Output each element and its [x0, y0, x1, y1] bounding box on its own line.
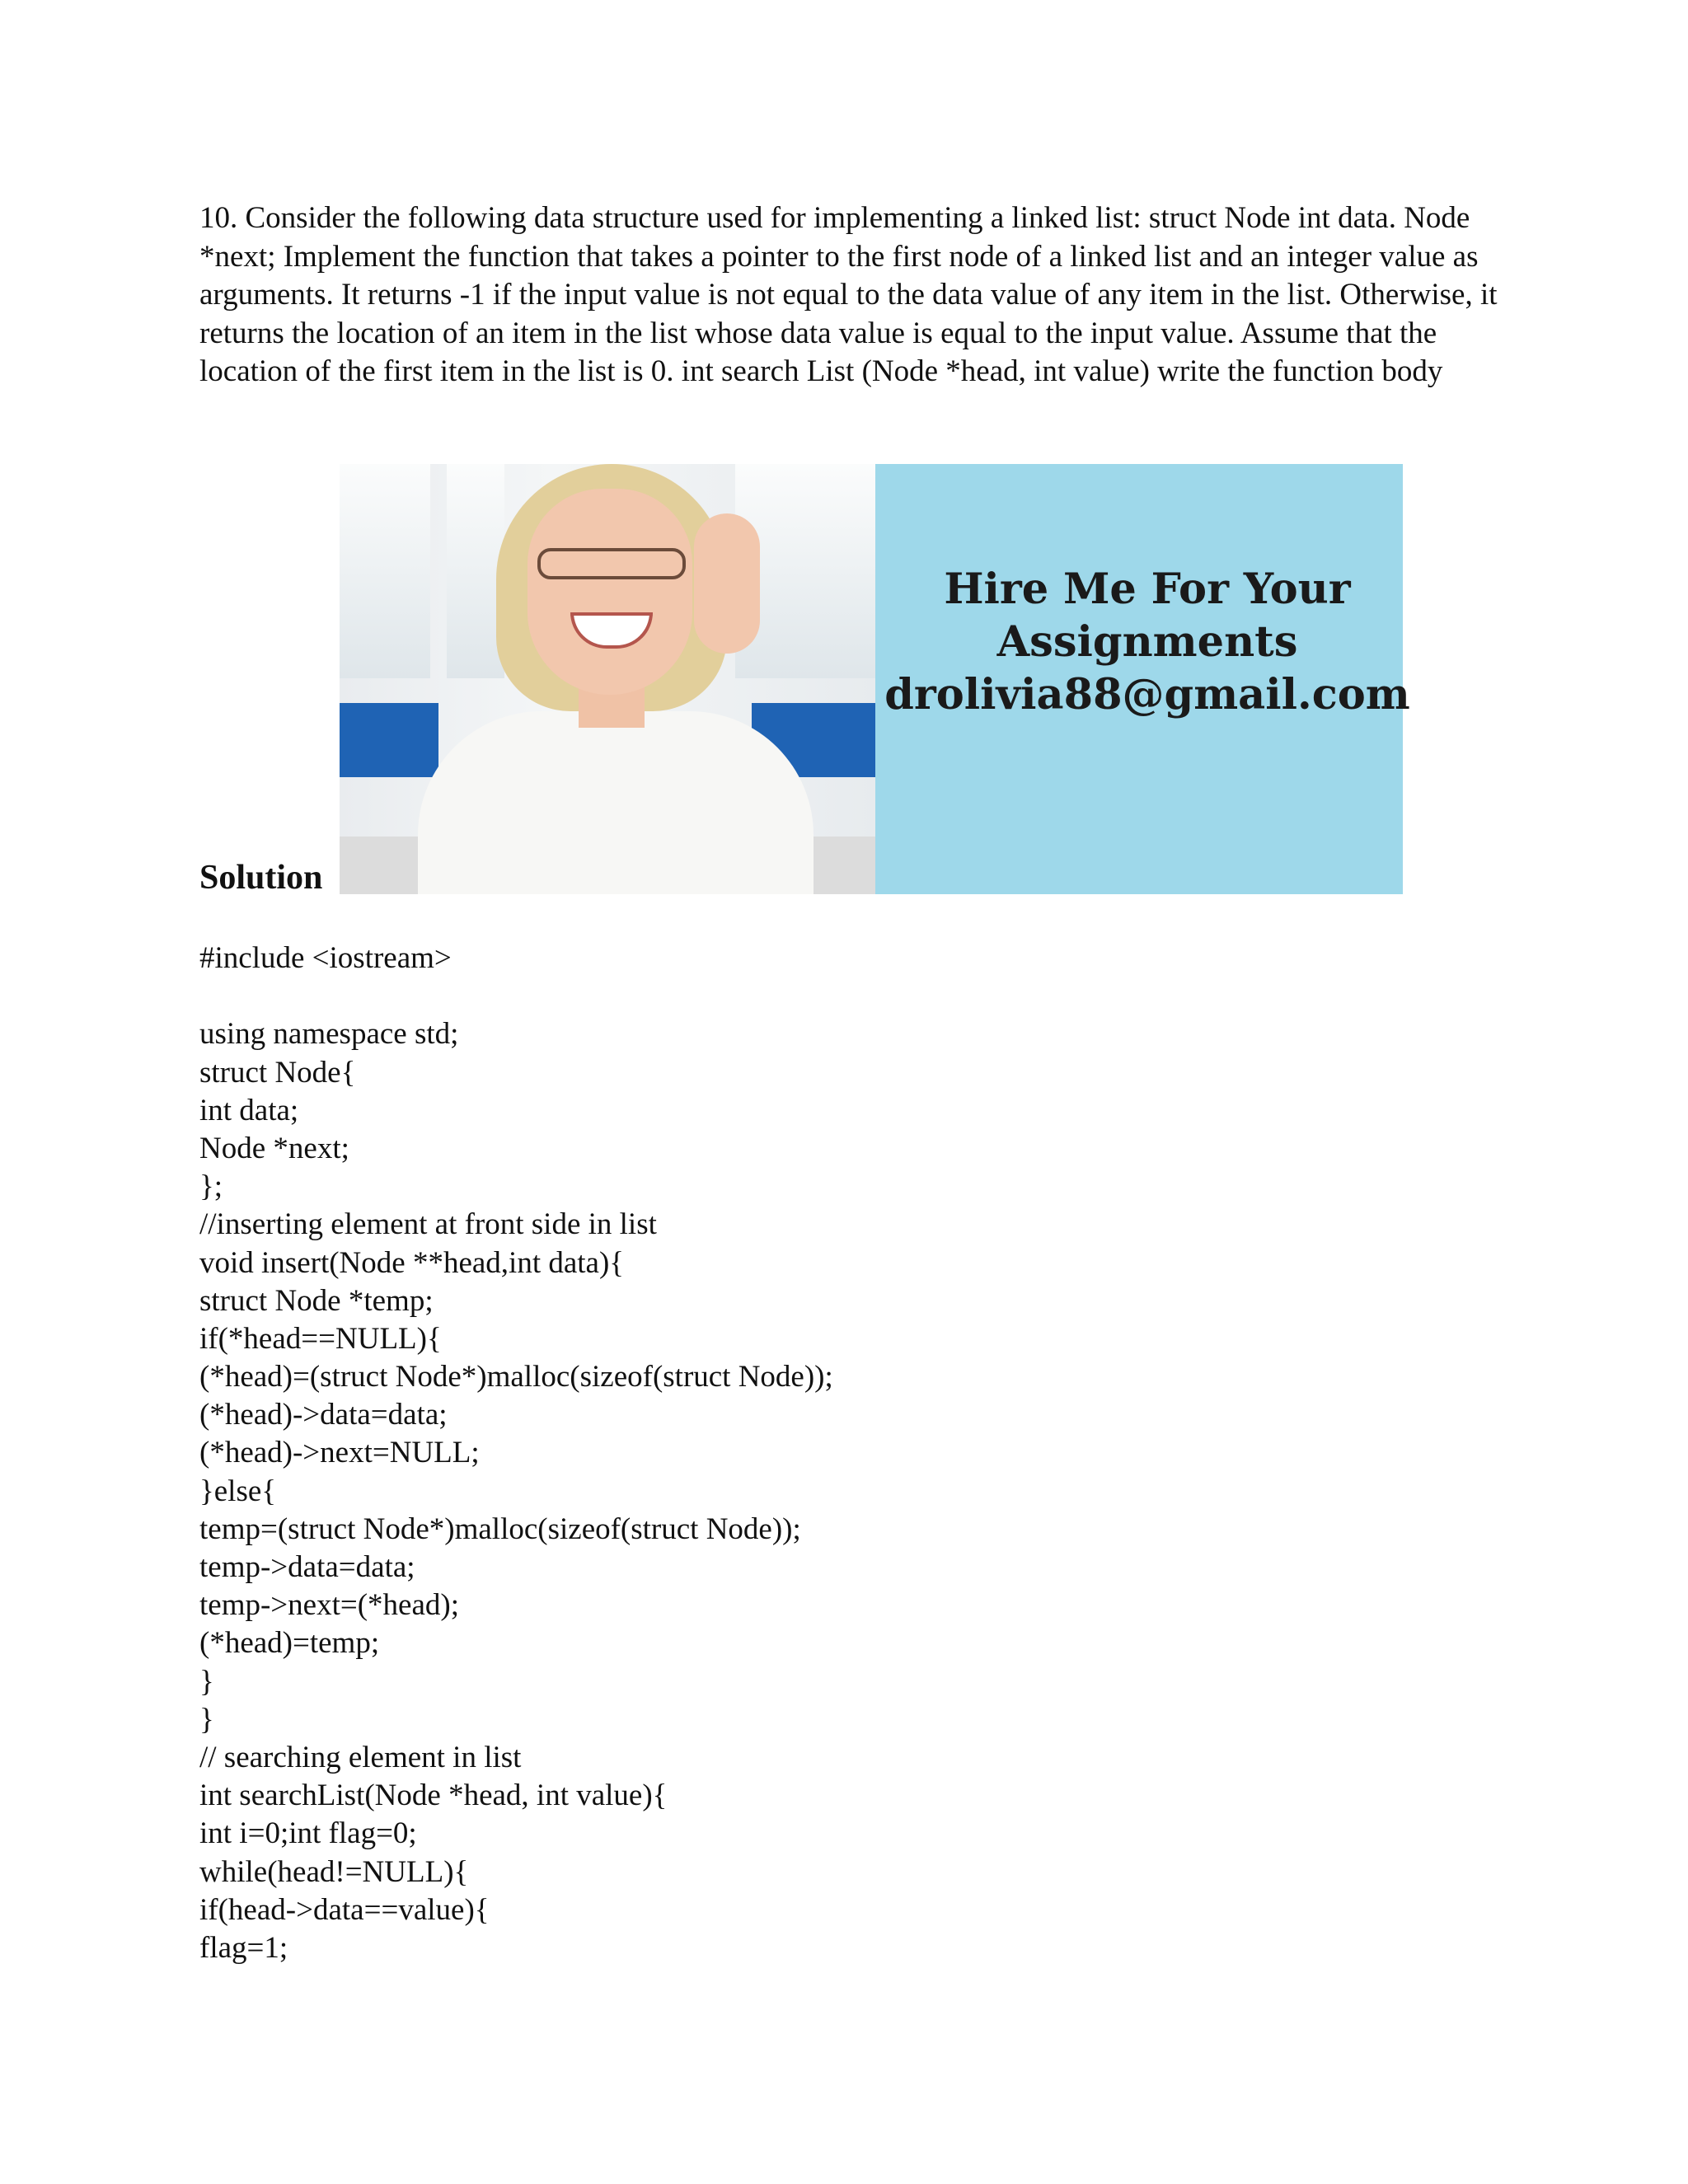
code-line: Node *next;	[199, 1131, 349, 1165]
solution-heading: Solution	[199, 859, 323, 897]
code-line: flag=1;	[199, 1930, 288, 1965]
code-line: while(head!=NULL){	[199, 1854, 469, 1889]
woman-with-glasses-photo	[340, 464, 875, 894]
code-line: temp->data=data;	[199, 1550, 415, 1584]
code-line: (*head)->data=data;	[199, 1398, 448, 1432]
solution-code	[199, 940, 833, 1967]
code-line: int data;	[199, 1093, 299, 1127]
code-line: void insert(Node **head,int data){	[199, 1245, 625, 1280]
code-line: struct Node *temp;	[199, 1283, 434, 1318]
banner-headline-1: Hire Me For Your	[944, 565, 1351, 614]
banner-headline-2: Assignments	[996, 617, 1298, 667]
code-line: (*head)->next=NULL;	[199, 1436, 480, 1470]
code-line: using namespace std;	[199, 1017, 459, 1052]
code-line: if(head->data==value){	[199, 1892, 490, 1927]
code-line: #include <iostream>	[199, 941, 452, 975]
code-line: }	[199, 1664, 214, 1699]
code-line: }	[199, 1702, 214, 1736]
code-line: struct Node{	[199, 1055, 356, 1090]
code-line: int searchList(Node *head, int value){	[199, 1779, 668, 1813]
banner-text-panel	[875, 464, 1410, 894]
code-line: // searching element in list	[199, 1740, 522, 1774]
code-line: if(*head==NULL){	[199, 1321, 442, 1356]
code-line: //inserting element at front side in list	[199, 1207, 657, 1242]
hire-me-banner	[340, 464, 1410, 894]
code-line: (*head)=(struct Node*)malloc(sizeof(struct Node));	[199, 1360, 833, 1394]
code-line: int i=0;int flag=0;	[199, 1816, 417, 1851]
code-line: (*head)=temp;	[199, 1626, 380, 1661]
code-line: }else{	[199, 1474, 277, 1508]
banner-email: drolivia88@gmail.com	[884, 670, 1410, 719]
question-text: 10. Consider the following data structure used for implementing a linked list: struct Node int data. Node *next; Implement the function that takes a pointer to the first node of a linked list and an integer value as arguments. It returns -1 if the input value is not equal to the data value of any item in the list. Otherwise, it returns the location of an item in the list whose data value is equal to the input value. Assume that the location of the first item in the list is 0. int search List (Node *head, int value) write the function body	[199, 201, 1498, 388]
code-line: };	[199, 1169, 223, 1204]
code-line: temp->next=(*head);	[199, 1588, 460, 1623]
code-line	[199, 977, 833, 1015]
code-line: temp=(struct Node*)malloc(sizeof(struct Node));	[199, 1511, 801, 1546]
